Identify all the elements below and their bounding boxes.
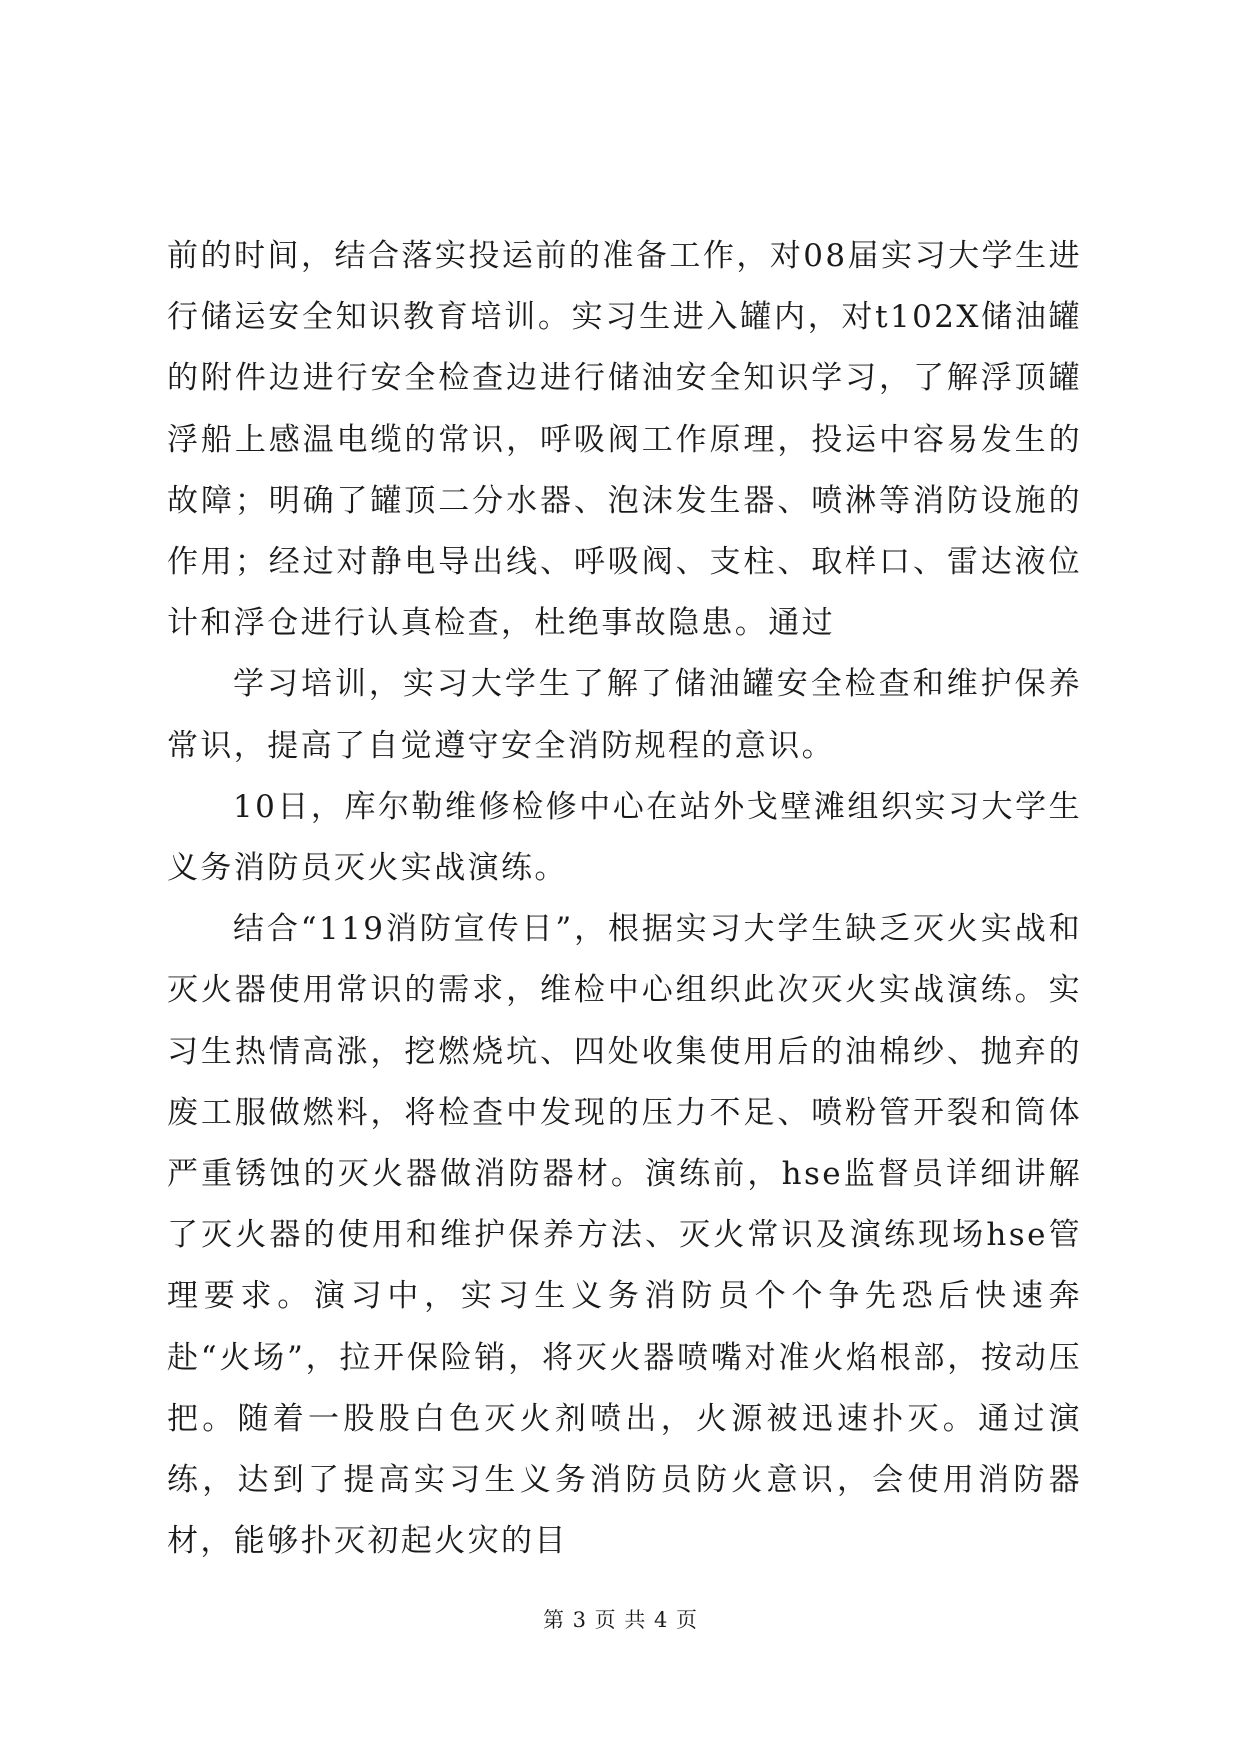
page-number-footer: 第 3 页 共 4 页 [542,1608,699,1632]
paragraph-3: 10日，库尔勒维修检修中心在站外戈壁滩组织实习大学生义务消防员灭火实战演练。 [167,788,1082,887]
document-body [167,226,1082,1572]
paragraph-1: 前的时间，结合落实投运前的准备工作，对08届实习大学生进行储运安全知识教育培训。实习生进入罐内，对t102X储油罐的附件边进行安全检查边进行储油安全知识学习，了解浮顶罐浮船上感温电缆的常识，呼吸阀工作原理，投运中容易发生的故障；明确了罐顶二分水器、泡沫发生器、喷淋等消防设施的作用；经过对静电导出线、呼吸阀、支柱、取样口、雷达液位计和浮仓进行认真检查，杜绝事故隐患。通过 [167,238,1082,642]
paragraph-4: 结合“119消防宣传日”，根据实习大学生缺乏灭火实战和灭火器使用常识的需求，维检中心组织此次灭火实战演练。实习生热情高涨，挖燃烧坑、四处收集使用后的油棉纱、抛弃的废工服做燃料，将检查中发现的压力不足、喷粉管开裂和筒体严重锈蚀的灭火器做消防器材。演练前，hse监督员详细讲解了灭火器的使用和维护保养方法、灭火常识及演练现场hse管理要求。演习中，实习生义务消防员个个争先恐后快速奔赴“火场”，拉开保险销，将灭火器喷嘴对准火焰根部，按动压把。随着一股股白色灭火剂喷出，火源被迅速扑灭。通过演练，达到了提高实习生义务消防员防火意识，会使用消防器材，能够扑灭初起火灾的目 [167,911,1082,1560]
paragraph-2: 学习培训，实习大学生了解了储油罐安全检查和维护保养常识，提高了自觉遵守安全消防规程的意识。 [167,666,1082,764]
